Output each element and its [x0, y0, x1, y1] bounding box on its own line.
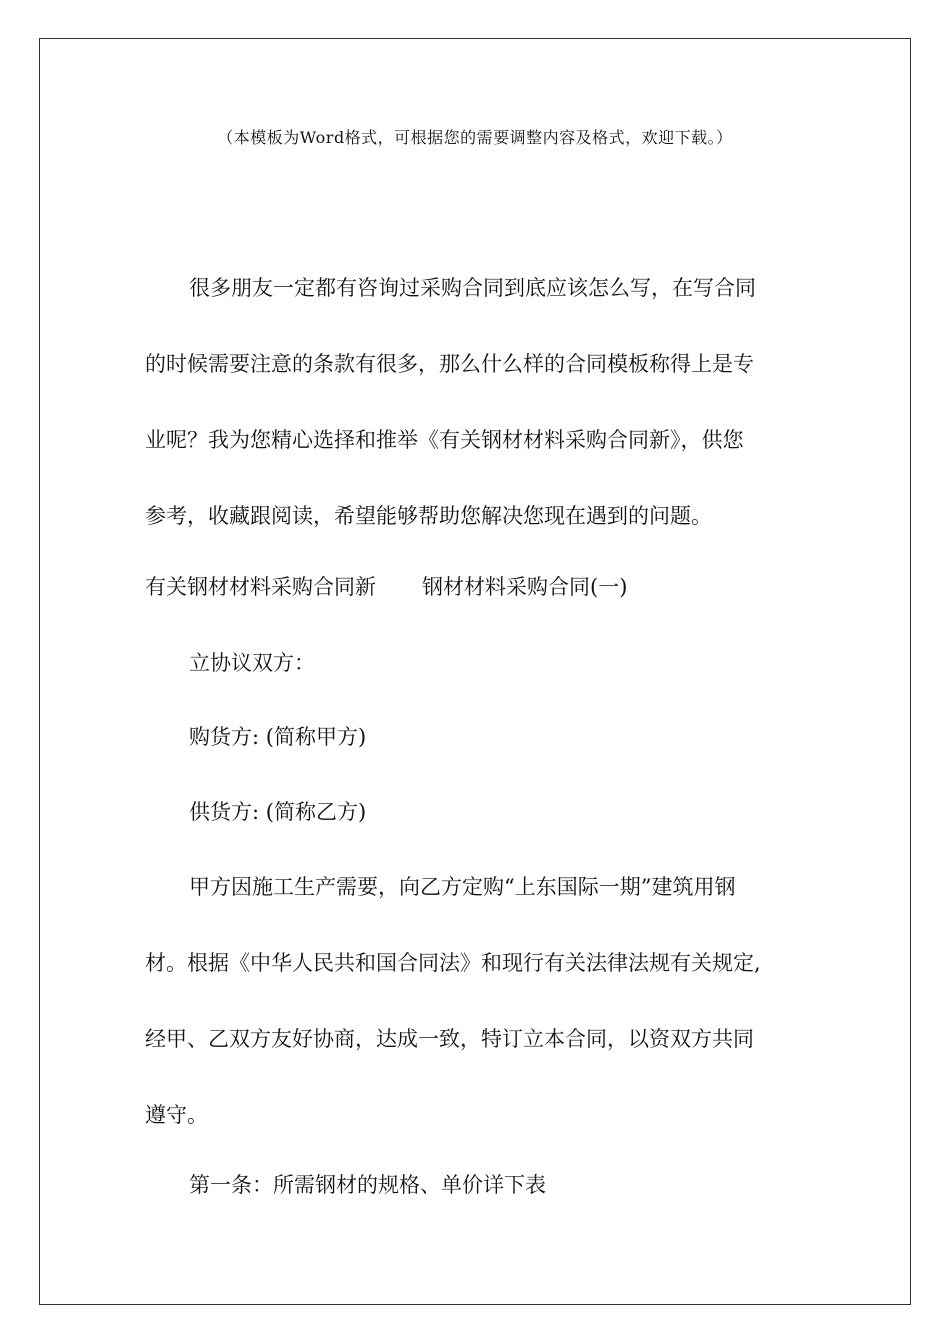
supplier-paragraph: [145, 774, 805, 850]
buyer-line: 购货方: (简称甲方): [189, 725, 367, 749]
intro-line-1: 很多朋友一定都有咨询过采购合同到底应该怎么写，在写合同: [189, 276, 756, 300]
preamble-line-2: 材。根据《中华人民共和国合同法》和现行有关法律法规有关规定,: [145, 951, 761, 975]
parties-intro: 立协议双方：: [189, 651, 315, 675]
intro-paragraph: [145, 250, 805, 554]
preamble-paragraph: [145, 849, 805, 1153]
heading-main-title: 有关钢材材料采购合同新: [145, 575, 376, 599]
template-notice: （本模板为Word格式，可根据您的需要调整内容及格式，欢迎下载。）: [217, 128, 733, 147]
article-1-paragraph: [145, 1147, 805, 1223]
intro-line-4: 参考，收藏跟阅读，希望能够帮助您解决您现在遇到的问题。: [145, 504, 712, 528]
buyer-paragraph: [145, 699, 805, 775]
heading-sub-title: 钢材材料采购合同(一): [422, 575, 628, 599]
preamble-line-3: 经甲、乙双方友好协商，达成一致，特订立本合同，以资双方共同: [145, 1027, 754, 1051]
parties-intro-paragraph: [145, 625, 805, 701]
intro-line-2: 的时候需要注意的条款有很多，那么什么样的合同模板称得上是专: [145, 352, 754, 376]
intro-line-3: 业呢？我为您精心选择和推举《有关钢材材料采购合同新》，供您: [145, 428, 744, 452]
article-1-title: 第一条：所需钢材的规格、单价详下表: [189, 1173, 546, 1197]
preamble-line-1: 甲方因施工生产需要，向乙方定购“上东国际一期”建筑用钢: [189, 875, 736, 899]
preamble-line-4: 遵守。: [145, 1103, 208, 1127]
contract-heading: [145, 549, 805, 625]
supplier-line: 供货方: (简称乙方): [189, 800, 367, 824]
